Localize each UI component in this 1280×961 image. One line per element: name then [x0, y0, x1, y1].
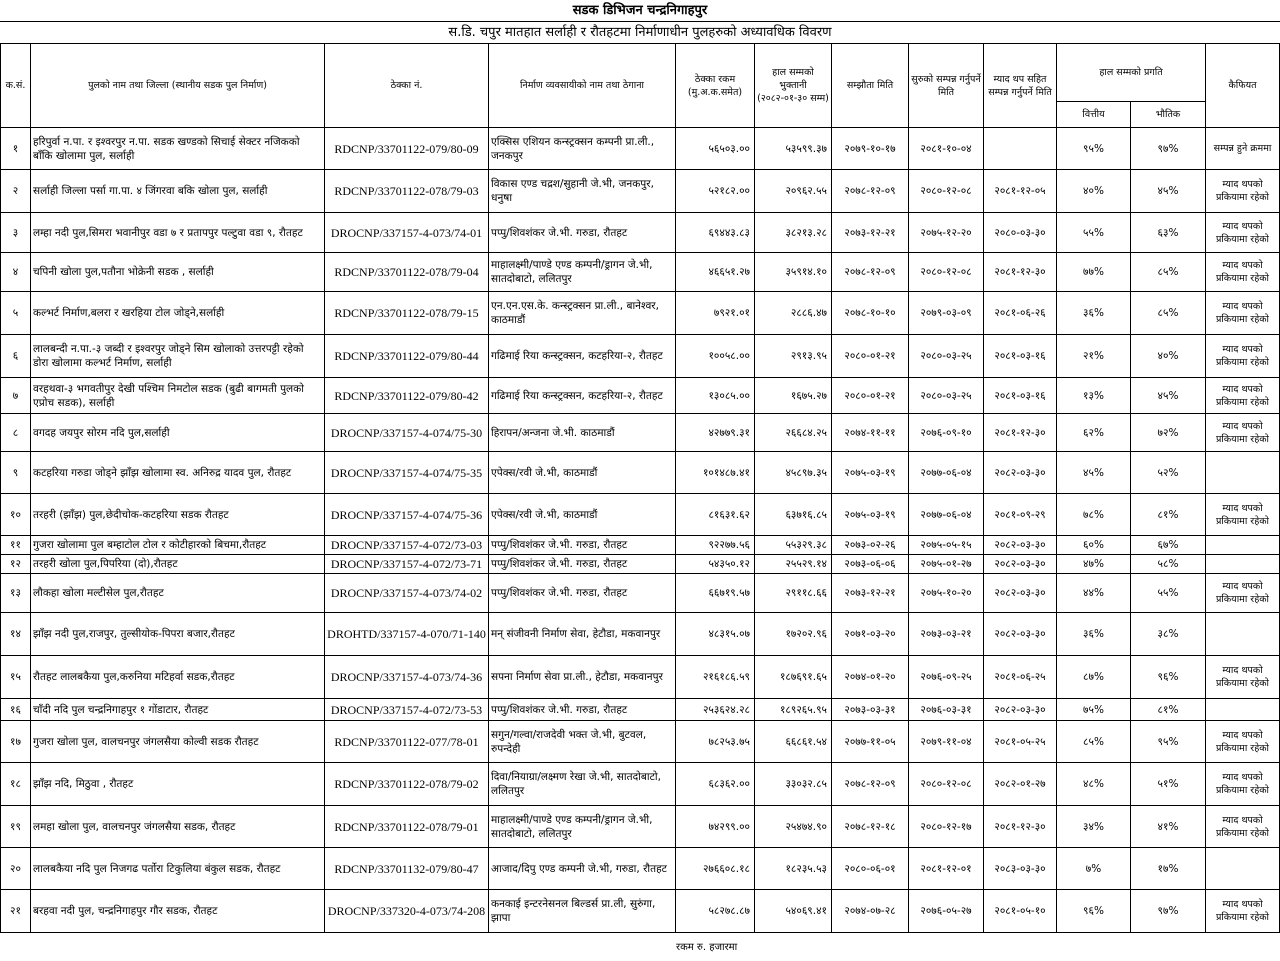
row-bridge-name: सर्लाही जिल्ला पर्सा गा.पा. ४ जिंगरवा बकि खोला पुल, सर्लाही — [31, 170, 325, 213]
row-contract-amount: ५२१८२.०० — [676, 170, 755, 213]
row-revised-completion: २०८१-१२-३० — [984, 253, 1057, 292]
row-payment: १८९२६५.९५ — [755, 699, 832, 721]
row-payment: १८२३५.५३ — [755, 848, 832, 890]
row-physical-progress: ५८% — [1131, 555, 1206, 574]
row-sn: ८ — [1, 414, 31, 452]
row-agreement-date: २०८०-०१-२१ — [832, 335, 909, 378]
row-financial-progress: १३% — [1057, 378, 1131, 414]
row-payment: ५४०६९.४१ — [755, 890, 832, 933]
row-financial-progress: ९५% — [1057, 128, 1131, 170]
row-contractor: गढिमाई रिया कन्स्ट्रक्सन, कटहरिया-२, रौतहट — [489, 335, 676, 378]
table-row — [1, 414, 1280, 452]
row-agreement-date: २०७३-१२-२१ — [832, 574, 909, 613]
row-remarks: म्याद थपको प्रकियामा रहेको — [1206, 806, 1280, 848]
row-revised-completion: २०८१-१२-३० — [984, 806, 1057, 848]
row-revised-completion: २०८२-०३-३० — [984, 574, 1057, 613]
row-contractor: सगुन/गल्वा/राजदेवी भक्त जे.भी, बुटवल, रुपन्देही — [489, 721, 676, 763]
row-contract-no: RDCNP/33701122-079/80-44 — [325, 335, 489, 378]
row-contract-amount: ४२७७९.३१ — [676, 414, 755, 452]
row-bridge-name: वगदह जयपुर सोरम नदि पुल,सर्लाही — [31, 414, 325, 452]
table-row — [1, 806, 1280, 848]
report-subtitle: स.डि. चपुर मातहात सर्लाही र रौतहटमा निर्माणाधीन पुलहरुको अध्यावधिक विवरण — [0, 21, 1280, 44]
row-contract-no: DROCNP/337157-4-073/74-02 — [325, 574, 489, 613]
row-sn: ३ — [1, 213, 31, 253]
row-remarks: म्याद थपको प्रकियामा रहेको — [1206, 494, 1280, 536]
row-bridge-name: झाँझ नदी पुल,राजपुर, तुल्सीयोक-पिपरा बजार,रौतहट — [31, 613, 325, 656]
row-original-completion: २०८०-०३-२५ — [909, 378, 984, 414]
header-revised-completion: म्याद थप सहित सम्पन्न गर्नुपर्ने मिति — [984, 44, 1057, 128]
row-financial-progress: ७७% — [1057, 253, 1131, 292]
row-bridge-name: गुजरा खोला पुल, वालचनपुर जंगलसैया कोल्वी सडक रौतहट — [31, 721, 325, 763]
table-row — [1, 378, 1280, 414]
bridge-status-table — [0, 43, 1280, 933]
row-agreement-date: २०७५-०३-१९ — [832, 452, 909, 494]
row-physical-progress: ४१% — [1131, 806, 1206, 848]
row-remarks: म्याद थपको प्रकियामा रहेको — [1206, 656, 1280, 699]
header-agreement-date: सम्झौता मिति — [832, 44, 909, 128]
row-contract-amount: ५६५०३.०० — [676, 128, 755, 170]
row-sn: ५ — [1, 292, 31, 335]
row-agreement-date: २०७८-१२-०९ — [832, 253, 909, 292]
row-bridge-name: लालबकैया नदि पुल निजगढ पर्तोरा टिकुलिया बंकुल सडक, रौतहट — [31, 848, 325, 890]
amount-unit-note: रकम रु. हजारमा — [676, 942, 738, 953]
row-original-completion: २०८०-१२-०८ — [909, 170, 984, 213]
row-original-completion: २०८०-०३-२५ — [909, 335, 984, 378]
row-contract-no: DROCNP/337157-4-072/73-71 — [325, 555, 489, 574]
row-contract-amount: १००५८.०० — [676, 335, 755, 378]
row-physical-progress: ८५% — [1131, 253, 1206, 292]
table-row — [1, 574, 1280, 613]
row-contractor: पप्पु/शिवशंकर जे.भी. गरुडा, रौतहट — [489, 574, 676, 613]
row-remarks: म्याद थपको प्रकियामा रहेको — [1206, 721, 1280, 763]
row-contractor: एपेक्स/रवी जे.भी, काठमाडौं — [489, 494, 676, 536]
row-physical-progress: ३८% — [1131, 613, 1206, 656]
row-payment: २९१३.९५ — [755, 335, 832, 378]
division-title: सडक डिभिजन चन्द्रनिगाहपुर — [572, 3, 708, 18]
row-physical-progress: ९७% — [1131, 890, 1206, 933]
row-contract-no: RDCNP/33701122-078/79-15 — [325, 292, 489, 335]
row-revised-completion: २०८३-०३-३० — [984, 848, 1057, 890]
row-agreement-date: २०७८-१२-०९ — [832, 763, 909, 806]
row-bridge-name: तरहरी खोला पुल,पिपरिया (दो),रौतहट — [31, 555, 325, 574]
row-sn: १९ — [1, 806, 31, 848]
row-agreement-date: २०८०-०१-२१ — [832, 378, 909, 414]
row-contract-no: RDCNP/33701122-078/79-01 — [325, 806, 489, 848]
row-bridge-name: कटहरिया गरुडा जोड्ने झाँझ खोलामा स्व. अनिरुद्र यादव पुल, रौतहट — [31, 452, 325, 494]
row-bridge-name: हरिपुर्वा न.पा. र इश्वरपुर न.पा. सडक खण्डको सिचाई सेक्टर नजिकको बाँकि खोलामा पुल, सर्लाही — [31, 128, 325, 170]
row-physical-progress: ९७% — [1131, 128, 1206, 170]
row-financial-progress: ८५% — [1057, 721, 1131, 763]
row-payment: ३५९१४.१० — [755, 253, 832, 292]
row-bridge-name: रौतहट लालबकैया पुल,करुनिया मटिहर्वा सडक,रौतहट — [31, 656, 325, 699]
row-contract-no: DROCNP/337157-4-074/75-35 — [325, 452, 489, 494]
row-revised-completion — [984, 128, 1057, 170]
row-financial-progress: ३४% — [1057, 806, 1131, 848]
row-remarks: म्याद थपको प्रकियामा रहेको — [1206, 170, 1280, 213]
row-contract-no: RDCNP/33701122-077/78-01 — [325, 721, 489, 763]
row-contract-amount: २७६६०८.१८ — [676, 848, 755, 890]
row-contract-no: RDCNP/33701122-078/79-03 — [325, 170, 489, 213]
row-revised-completion: २०८२-०३-३० — [984, 452, 1057, 494]
row-revised-completion: २०८२-०१-२७ — [984, 763, 1057, 806]
row-agreement-date: २०७५-०३-१९ — [832, 494, 909, 536]
row-contractor: दिवा/नियाग्रा/लक्ष्मण रेखा जे.भी, सातदोबाटो, ललितपुर — [489, 763, 676, 806]
row-contract-no: DROCNP/337157-4-073/74-01 — [325, 213, 489, 253]
row-agreement-date: २०७३-०३-३१ — [832, 699, 909, 721]
row-contract-no: DROCNP/337157-4-073/74-36 — [325, 656, 489, 699]
row-bridge-name: गुजरा खोलामा पुल बम्हाटोल टोल र कोटीहारको बिचमा,रौतहट — [31, 536, 325, 555]
row-contractor: हिरापन/अन्जना जे.भी. काठमाडौं — [489, 414, 676, 452]
row-original-completion: २०८१-१०-०४ — [909, 128, 984, 170]
row-remarks — [1206, 452, 1280, 494]
header-physical-progress: भौतिक — [1131, 102, 1206, 128]
row-agreement-date: २०७३-१२-२१ — [832, 213, 909, 253]
row-revised-completion: २०८२-०३-३० — [984, 613, 1057, 656]
table-row — [1, 213, 1280, 253]
row-revised-completion: २०८२-०३-३० — [984, 555, 1057, 574]
row-contractor: सपना निर्माण सेवा प्रा.ली., हेटौडा, मकवानपुर — [489, 656, 676, 699]
row-physical-progress: ८५% — [1131, 292, 1206, 335]
row-contract-no: DROCNP/337157-4-074/75-36 — [325, 494, 489, 536]
row-physical-progress: ८१% — [1131, 494, 1206, 536]
row-contractor: एपेक्स/रवी जे.भी, काठमाडौं — [489, 452, 676, 494]
row-financial-progress: ४५% — [1057, 452, 1131, 494]
row-sn: २० — [1, 848, 31, 890]
row-remarks: म्याद थपको प्रकियामा रहेको — [1206, 890, 1280, 933]
row-agreement-date: २०७८-१०-१० — [832, 292, 909, 335]
row-revised-completion: २०८१-१२-३० — [984, 414, 1057, 452]
row-contract-no: RDCNP/33701122-078/79-04 — [325, 253, 489, 292]
row-sn: ९ — [1, 452, 31, 494]
row-revised-completion: २०८२-०३-३० — [984, 699, 1057, 721]
row-remarks: म्याद थपको प्रकियामा रहेको — [1206, 414, 1280, 452]
row-physical-progress: ४५% — [1131, 378, 1206, 414]
row-payment: १७२०२.९६ — [755, 613, 832, 656]
row-contractor: पप्पु/शिवशंकर जे.भी. गरुडा, रौतहट — [489, 213, 676, 253]
row-physical-progress: ५२% — [1131, 452, 1206, 494]
table-row — [1, 452, 1280, 494]
row-remarks — [1206, 848, 1280, 890]
row-physical-progress: ५५% — [1131, 574, 1206, 613]
row-financial-progress: ३६% — [1057, 292, 1131, 335]
row-contract-no: DROCNP/337320-4-073/74-208 — [325, 890, 489, 933]
row-payment: ५५३२९.३८ — [755, 536, 832, 555]
row-bridge-name: लालबन्दी न.पा.-३ जब्दी र इश्वरपुर जोड्ने सिम खोलाको उत्तरपट्टी रहेको डोरा खोलामा कल्भर्ट निर्माण, सर्लाही — [31, 335, 325, 378]
row-revised-completion: २०८१-०६-२५ — [984, 656, 1057, 699]
row-financial-progress: ६०% — [1057, 536, 1131, 555]
row-payment: २५४७४.९० — [755, 806, 832, 848]
row-payment: १८७६९१.६५ — [755, 656, 832, 699]
row-financial-progress: ८७% — [1057, 656, 1131, 699]
row-remarks: म्याद थपको प्रकियामा रहेको — [1206, 378, 1280, 414]
row-sn: ४ — [1, 253, 31, 292]
row-contractor: मन् संजीवनी निर्माण सेवा, हेटौडा, मकवानपुर — [489, 613, 676, 656]
row-bridge-name: बरहवा नदी पुल, चन्द्रनिगाहपुर गौर सडक, रौतहट — [31, 890, 325, 933]
row-agreement-date: २०७९-१०-१७ — [832, 128, 909, 170]
row-contract-amount: ४६६५१.२७ — [676, 253, 755, 292]
header-contract-amount: ठेक्का रकम (मु.अ.क.समेत) — [676, 44, 755, 128]
row-original-completion: २०७६-०३-३१ — [909, 699, 984, 721]
row-physical-progress: ४५% — [1131, 170, 1206, 213]
header-payment-to-date: हाल सम्मको भुक्तानी (२०८२-०१-३० सम्म) — [755, 44, 832, 128]
row-sn: १६ — [1, 699, 31, 721]
row-contract-amount: ६६७१९.५७ — [676, 574, 755, 613]
row-bridge-name: लौकहा खोला मल्टीसेल पुल,रौतहट — [31, 574, 325, 613]
row-payment: ६३७१६.८५ — [755, 494, 832, 536]
row-contract-no: RDCNP/33701122-079/80-42 — [325, 378, 489, 414]
row-financial-progress: ९६% — [1057, 890, 1131, 933]
row-bridge-name: झाँझ नदि, मिठुवा , रौतहट — [31, 763, 325, 806]
table-row — [1, 536, 1280, 555]
row-physical-progress: ६३% — [1131, 213, 1206, 253]
row-agreement-date: २०७७-११-०५ — [832, 721, 909, 763]
table-row — [1, 613, 1280, 656]
row-original-completion: २०७५-१२-२० — [909, 213, 984, 253]
row-original-completion: २०७५-०५-१५ — [909, 536, 984, 555]
row-payment: २६६८४.२५ — [755, 414, 832, 452]
row-payment: २८८६.४७ — [755, 292, 832, 335]
row-contractor: कनकाई इन्टरनेसनल बिल्डर्स प्रा.ली, सुरुंगा, झापा — [489, 890, 676, 933]
row-physical-progress: ७२% — [1131, 414, 1206, 452]
row-financial-progress: २१% — [1057, 335, 1131, 378]
row-contract-no: RDCNP/33701132-079/80-47 — [325, 848, 489, 890]
table-row — [1, 699, 1280, 721]
row-contract-amount: १०१४८७.४१ — [676, 452, 755, 494]
row-financial-progress: ७५% — [1057, 699, 1131, 721]
row-physical-progress: ९५% — [1131, 721, 1206, 763]
row-contractor: एक्सिस एशियन कन्स्ट्रक्सन कम्पनी प्रा.ली., जनकपुर — [489, 128, 676, 170]
row-sn: १० — [1, 494, 31, 536]
row-sn: १२ — [1, 555, 31, 574]
row-sn: ११ — [1, 536, 31, 555]
row-remarks: म्याद थपको प्रकियामा रहेको — [1206, 213, 1280, 253]
row-remarks — [1206, 699, 1280, 721]
row-financial-progress: ७% — [1057, 848, 1131, 890]
table-row — [1, 253, 1280, 292]
table-body — [1, 128, 1280, 933]
row-payment: २०९६२.५५ — [755, 170, 832, 213]
row-agreement-date: २०७४-०१-२० — [832, 656, 909, 699]
row-contractor: माहालक्ष्मी/पाण्डे एण्ड कम्पनी/ड्रागन जे.भी, सातदोबाटो, ललितपुर — [489, 253, 676, 292]
table-row — [1, 721, 1280, 763]
header-contractor: निर्माण व्यवसायीको नाम तथा ठेगाना — [489, 44, 676, 128]
row-contract-no: RDCNP/33701122-079/80-09 — [325, 128, 489, 170]
table-row — [1, 494, 1280, 536]
row-remarks — [1206, 536, 1280, 555]
row-revised-completion: २०८१-०६-२६ — [984, 292, 1057, 335]
row-original-completion: २०८०-१२-१७ — [909, 806, 984, 848]
row-remarks — [1206, 613, 1280, 656]
row-physical-progress: ८१% — [1131, 699, 1206, 721]
row-revised-completion: २०८१-१२-०५ — [984, 170, 1057, 213]
row-contract-amount: ७४२९९.०० — [676, 806, 755, 848]
row-revised-completion: २०८१-०५-२५ — [984, 721, 1057, 763]
row-sn: १ — [1, 128, 31, 170]
row-original-completion: २०७३-०३-२१ — [909, 613, 984, 656]
row-original-completion: २०७६-०९-१० — [909, 414, 984, 452]
row-contract-amount: ५८२७८.८७ — [676, 890, 755, 933]
row-payment: ३८२१३.२८ — [755, 213, 832, 253]
row-contract-amount: ६८३६२.०० — [676, 763, 755, 806]
row-contract-no: DROHTD/337157-4-070/71-140 — [325, 613, 489, 656]
row-contractor: पप्पु/शिवशंकर जे.भी. गरुडा, रौतहट — [489, 699, 676, 721]
header-progress: हाल सम्मको प्रगति — [1057, 44, 1206, 102]
row-sn: १७ — [1, 721, 31, 763]
row-payment: ६६८६१.५४ — [755, 721, 832, 763]
row-revised-completion: २०८१-०५-१० — [984, 890, 1057, 933]
table-row — [1, 890, 1280, 933]
row-financial-progress: ७८% — [1057, 494, 1131, 536]
row-payment: २९११८.६६ — [755, 574, 832, 613]
row-sn: १८ — [1, 763, 31, 806]
row-remarks: म्याद थपको प्रकियामा रहेको — [1206, 335, 1280, 378]
header-bridge-name: पुलको नाम तथा जिल्ला (स्थानीय सडक पुल निर्माण) — [31, 44, 325, 128]
row-bridge-name: चाँदी नदि पुल चन्द्रनिगाहपुर १ गोंडाटार, रौतहट — [31, 699, 325, 721]
row-sn: ७ — [1, 378, 31, 414]
row-contractor: पप्पु/शिवशंकर जे.भी. गरुडा, रौतहट — [489, 536, 676, 555]
row-contract-no: RDCNP/33701122-078/79-02 — [325, 763, 489, 806]
row-sn: १३ — [1, 574, 31, 613]
table-row — [1, 128, 1280, 170]
row-agreement-date: २०८०-०६-०१ — [832, 848, 909, 890]
row-contract-no: DROCNP/337157-4-072/73-03 — [325, 536, 489, 555]
row-contract-amount: ७९२१.०१ — [676, 292, 755, 335]
row-financial-progress: ४७% — [1057, 555, 1131, 574]
row-original-completion: २०८१-१२-०१ — [909, 848, 984, 890]
header-financial-progress: वित्तीय — [1057, 102, 1131, 128]
row-contractor: आजाद/दिपु एण्ड कम्पनी जे.भी, गरुडा, रौतहट — [489, 848, 676, 890]
row-remarks — [1206, 555, 1280, 574]
row-agreement-date: २०७८-१२-१८ — [832, 806, 909, 848]
row-contractor: विकास एण्ड चद्रश/सुहानी जे.भी, जनकपुर, धनुषा — [489, 170, 676, 213]
row-sn: ६ — [1, 335, 31, 378]
row-agreement-date: २०७३-०६-०६ — [832, 555, 909, 574]
row-contractor: पप्पु/शिवशंकर जे.भी. गरुडा, रौतहट — [489, 555, 676, 574]
row-financial-progress: ४०% — [1057, 170, 1131, 213]
row-contract-amount: ५४३५०.१२ — [676, 555, 755, 574]
row-contract-amount: २५३६२४.२८ — [676, 699, 755, 721]
row-agreement-date: २०७३-०२-२६ — [832, 536, 909, 555]
row-bridge-name: लमहा खोला पुल, वालचनपुर जंगलसैया सडक, रौतहट — [31, 806, 325, 848]
row-contract-amount: २१६१८६.५९ — [676, 656, 755, 699]
row-contractor: एन.एन.एस.के. कन्स्ट्रक्सन प्रा.ली., बानेश्वर, काठमाडौं — [489, 292, 676, 335]
row-contract-no: DROCNP/337157-4-074/75-30 — [325, 414, 489, 452]
row-bridge-name: कल्भर्ट निर्माण,बलरा र खरहिया टोल जोड्ने,सर्लाही — [31, 292, 325, 335]
row-financial-progress: ४४% — [1057, 574, 1131, 613]
row-contract-amount: ७८२५३.७५ — [676, 721, 755, 763]
row-bridge-name: चपिनी खोला पुल,पतौना भोक्रेनी सडक , सर्लाही — [31, 253, 325, 292]
row-agreement-date: २०७४-०७-२८ — [832, 890, 909, 933]
row-revised-completion: २०८१-०३-१६ — [984, 335, 1057, 378]
row-original-completion: २०७७-०६-०४ — [909, 494, 984, 536]
header-remarks: कैफियत — [1206, 44, 1280, 128]
table-row — [1, 555, 1280, 574]
row-contractor: गढिमाई रिया कन्स्ट्रक्सन, कटहरिया-२, रौतहट — [489, 378, 676, 414]
row-sn: २१ — [1, 890, 31, 933]
row-bridge-name: लम्हा नदी पुल,सिमरा भवानीपुर वडा ७ र प्रतापपुर पल्टुवा वडा ९, रौतहट — [31, 213, 325, 253]
row-payment: २५५२९.१४ — [755, 555, 832, 574]
row-revised-completion: २०८०-०३-३० — [984, 213, 1057, 253]
table-row — [1, 170, 1280, 213]
row-contractor: माहालक्ष्मी/पाण्डे एण्ड कम्पनी/ड्रागन जे.भी, सातदोबाटो, ललितपुर — [489, 806, 676, 848]
row-physical-progress: ४०% — [1131, 335, 1206, 378]
row-contract-amount: ८१६३१.६२ — [676, 494, 755, 536]
row-financial-progress: ३६% — [1057, 613, 1131, 656]
row-original-completion: २०७६-०९-२५ — [909, 656, 984, 699]
row-original-completion: २०७७-०६-०४ — [909, 452, 984, 494]
row-contract-amount: ९२२७७.५६ — [676, 536, 755, 555]
row-sn: १५ — [1, 656, 31, 699]
row-contract-amount: ४८३१५.०७ — [676, 613, 755, 656]
table-row — [1, 292, 1280, 335]
row-original-completion: २०७९-११-०४ — [909, 721, 984, 763]
row-contract-amount: १३०८५.०० — [676, 378, 755, 414]
row-sn: २ — [1, 170, 31, 213]
table-row — [1, 848, 1280, 890]
table-row — [1, 763, 1280, 806]
row-remarks: सम्पन्न हुने क्रममा — [1206, 128, 1280, 170]
row-revised-completion: २०८१-०३-१६ — [984, 378, 1057, 414]
row-original-completion: २०८०-१२-०८ — [909, 763, 984, 806]
row-agreement-date: २०७४-११-११ — [832, 414, 909, 452]
row-payment: ३३०३२.८५ — [755, 763, 832, 806]
row-remarks: म्याद थपको प्रकियामा रहेको — [1206, 253, 1280, 292]
header-sn: क.सं. — [1, 44, 31, 128]
row-agreement-date: २०७८-१२-०९ — [832, 170, 909, 213]
row-remarks: म्याद थपको प्रकियामा रहेको — [1206, 574, 1280, 613]
row-payment: ५३५९९.३७ — [755, 128, 832, 170]
row-original-completion: २०७९-०३-०९ — [909, 292, 984, 335]
row-original-completion: २०८०-१२-०८ — [909, 253, 984, 292]
row-financial-progress: ४८% — [1057, 763, 1131, 806]
row-contract-no: DROCNP/337157-4-072/73-53 — [325, 699, 489, 721]
row-revised-completion: २०८१-०९-२९ — [984, 494, 1057, 536]
row-physical-progress: ५१% — [1131, 763, 1206, 806]
row-physical-progress: ६७% — [1131, 536, 1206, 555]
row-physical-progress: १७% — [1131, 848, 1206, 890]
row-financial-progress: ५५% — [1057, 213, 1131, 253]
row-original-completion: २०७५-०१-२७ — [909, 555, 984, 574]
row-financial-progress: ६२% — [1057, 414, 1131, 452]
row-remarks: म्याद थपको प्रकियामा रहेको — [1206, 292, 1280, 335]
row-original-completion: २०७५-१०-२० — [909, 574, 984, 613]
row-agreement-date: २०७१-०३-२० — [832, 613, 909, 656]
row-bridge-name: वरहथवा-३ भगवतीपुर देखी पश्चिम निमटोल सडक (बुढी बागमती पुलको एप्रोच सडक), सर्लाही — [31, 378, 325, 414]
row-payment: ४५८९७.३५ — [755, 452, 832, 494]
row-bridge-name: तरहरी (झाँझ) पुल,छेदीचोक-कटहरिया सडक रौतहट — [31, 494, 325, 536]
row-payment: १६७५.२७ — [755, 378, 832, 414]
row-physical-progress: ९६% — [1131, 656, 1206, 699]
row-remarks: म्याद थपको प्रकियामा रहेको — [1206, 763, 1280, 806]
header-contract-no: ठेक्का नं. — [325, 44, 489, 128]
row-revised-completion: २०८२-०३-३० — [984, 536, 1057, 555]
header-original-completion: सुरुको सम्पन्न गर्नुपर्ने मिति — [909, 44, 984, 128]
table-row — [1, 335, 1280, 378]
row-original-completion: २०७६-०५-२७ — [909, 890, 984, 933]
table-row — [1, 656, 1280, 699]
row-contract-amount: ६९४४३.८३ — [676, 213, 755, 253]
row-sn: १४ — [1, 613, 31, 656]
